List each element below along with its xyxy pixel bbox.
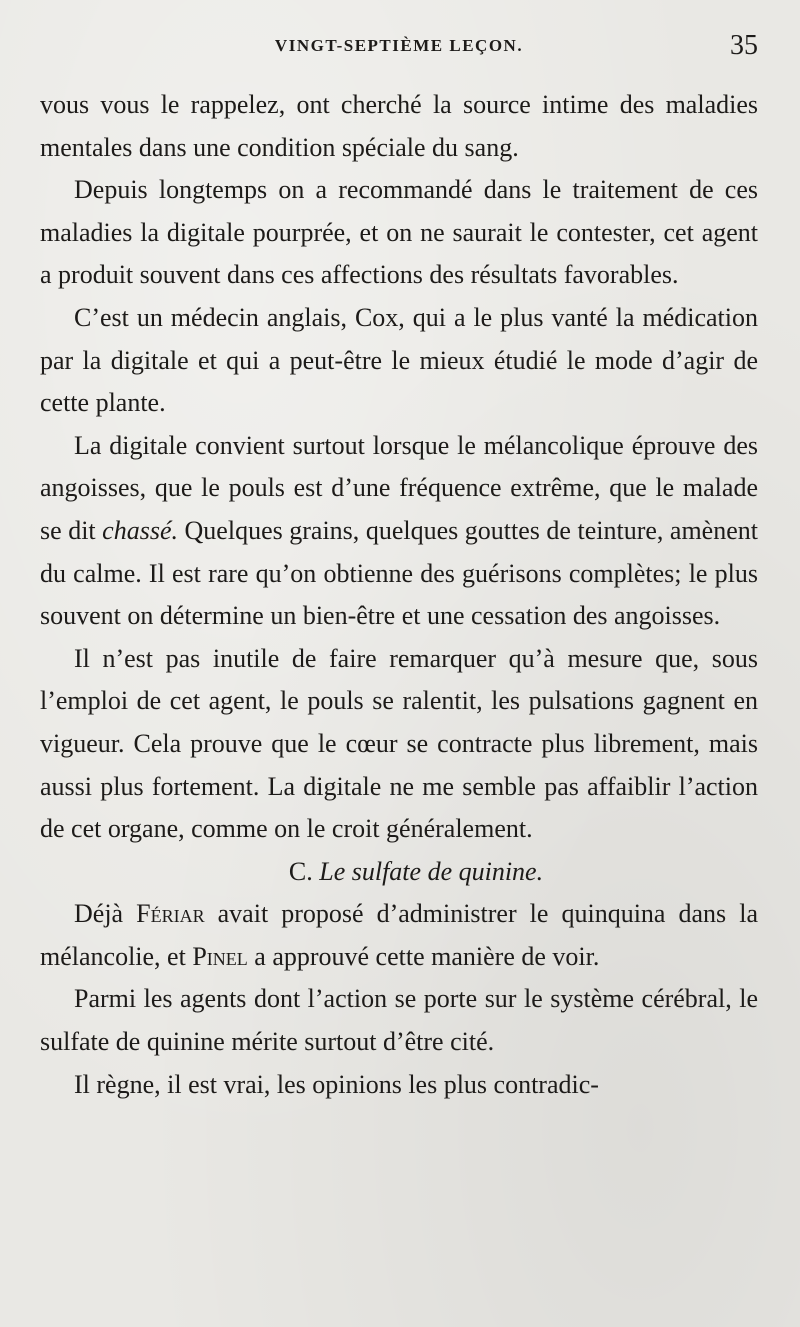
paragraph-8: Il règne, il est vrai, les opinions les plus contradic- [74,1069,599,1099]
paragraph-4-text-b: Quelques grains, quelques gouttes de teinture, amènent du calme. Il est rare qu’on obtienne des guérisons complètes; le plus souvent on détermine un bien-être et une cessation des angoisses. [40,515,758,631]
section-letter: C. [288,856,313,886]
page-number: 35 [730,30,758,61]
paragraph-6-text-b: avait proposé d’administrer le quinquina dans la mélancolie, et [40,899,758,971]
running-head: VINGT-SEPTIÈME LEÇON. [274,36,524,55]
section-title: Le sulfate de quinine. [319,856,544,886]
paragraph-6 [40,893,758,978]
section-heading [40,851,758,894]
paragraph-3: C’est un médecin anglais, Cox, qui a le plus vanté la médication par la digitale et qui a peut-être le mieux étudié le mode d’agir de cette plante. [40,302,758,418]
author-name-feriar: Fériar [136,899,205,929]
paragraph-4 [40,425,758,638]
paragraph-7: Parmi les agents dont l’action se porte sur le système cérébral, le sulfate de quinine mérite surtout d’être cité. [40,984,758,1057]
paragraph-6-text-a: Déjà [74,899,137,929]
paragraph-4-text-a: La digitale convient surtout lorsque le mélancolique éprouve des angoisses, que le pouls est d’une fréquence extrême, que le malade se dit [40,430,758,545]
paragraph-2: Depuis longtemps on a recommandé dans le traitement de ces maladies la digitale pourprée, et on ne saurait le contester, cet agent a produit souvent dans ces affections des résultats favorables. [40,175,758,290]
paragraph-6-text-c: a approuvé cette manière de voir. [247,941,600,971]
paragraph-1: vous vous le rappelez, ont cherché la source intime des maladies mentales dans une condition spéciale du sang. [40,90,758,162]
page-header [40,30,758,76]
paragraph-5: Il n’est pas inutile de faire remarquer qu’à mesure que, sous l’emploi de cet agent, le pouls se ralentit, les pulsations gagnent en vigueur. Cela prouve que le cœur se contracte plus librement, mais aussi plus fortement. La digitale ne me semble pas affaiblir l’action de cet organe, comme on le croit généralement. [40,643,758,844]
emphasis-chasse: chassé. [102,515,178,545]
author-name-pinel: Pinel [192,941,248,971]
body-text [40,84,758,1106]
